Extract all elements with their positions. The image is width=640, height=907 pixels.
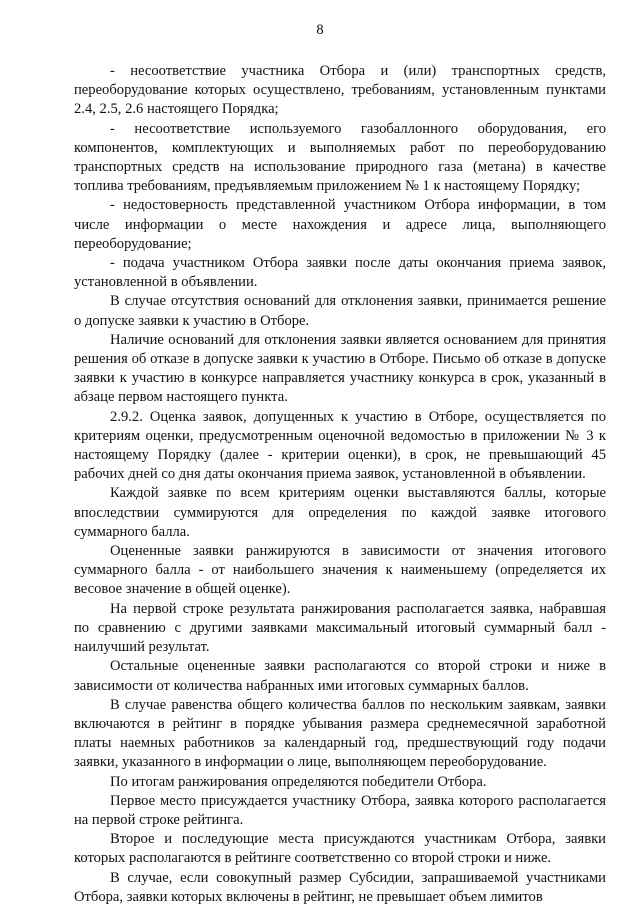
paragraph: 2.9.2. Оценка заявок, допущенных к участию в Отборе, осуществляется по критериям оценки, предусмотренным оценочной ведомостью в приложении № 3 к настоящему Порядку (далее - критерии оценки), в срок, не превышающий 45 рабочих дней со дня даты окончания приема заявок, установленной в объявлении. (74, 408, 606, 483)
document-body (74, 62, 606, 907)
paragraph: - несоответствие участника Отбора и (или) транспортных средств, переоборудование которых осуществлено, требованиям, установленным пунктами 2.4, 2.5, 2.6 настоящего Порядка; (74, 63, 606, 118)
paragraph: Второе и последующие места присуждаются участникам Отбора, заявки которых располагаются в рейтинге соответственно со второй строки и ниже. (74, 831, 606, 867)
page-number: 8 (316, 22, 324, 38)
paragraph: Наличие оснований для отклонения заявки является основанием для принятия решения об отказе в допуске заявки к участию в Отборе. Письмо об отказе в допуске заявки к участию в конкурсе направляется участнику конкурса в срок, указанный в абзаце первом настоящего пункта. (74, 331, 606, 406)
paragraph: В случае отсутствия оснований для отклонения заявки, принимается решение о допуске заявки к участию в Отборе. (74, 293, 606, 329)
paragraph: В случае равенства общего количества баллов по нескольким заявкам, заявки включаются в рейтинг в порядке убывания размера среднемесячной заработной платы наемных работников за календарный год, предшествующий году подачи заявки, указанного в информации о лице, выполняющем переоборудование. (74, 696, 606, 771)
paragraph: Каждой заявке по всем критериям оценки выставляются баллы, которые впоследствии суммируются для определения по каждой заявке итогового суммарного балла. (74, 485, 606, 540)
paragraph: Оцененные заявки ранжируются в зависимости от значения итогового суммарного балла - от наибольшего значения к наименьшему (определяется их весовое значение в общей оценке). (74, 543, 606, 598)
paragraph: - недостоверность представленной участником Отбора информации, в том числе информации о месте нахождения и адресе лица, выполняющего переоборудование; (74, 197, 606, 252)
paragraph: Остальные оцененные заявки располагаются со второй строки и ниже в зависимости от количества набранных ими итоговых суммарных баллов. (74, 658, 606, 694)
paragraph: - подача участником Отбора заявки после даты окончания приема заявок, установленной в объявлении. (74, 255, 606, 291)
paragraph: - несоответствие используемого газобаллонного оборудования, его компонентов, комплектующих и выполняемых работ по переоборудованию транспортных средств на использование природного газа (метана) в качестве топлива требованиям, предъявляемым приложением № 1 к настоящему Порядку; (74, 120, 606, 195)
paragraph: Первое место присуждается участнику Отбора, заявка которого располагается на первой строке рейтинга. (74, 792, 606, 828)
paragraph: В случае, если совокупный размер Субсидии, запрашиваемой участниками Отбора, заявки которых включены в рейтинг, не превышает объем лимитов (74, 869, 606, 905)
paragraph: По итогам ранжирования определяются победители Отбора. (110, 773, 487, 790)
paragraph: На первой строке результата ранжирования располагается заявка, набравшая по сравнению с другими заявками максимальный итоговый суммарный балл - наилучший результат. (74, 600, 606, 656)
